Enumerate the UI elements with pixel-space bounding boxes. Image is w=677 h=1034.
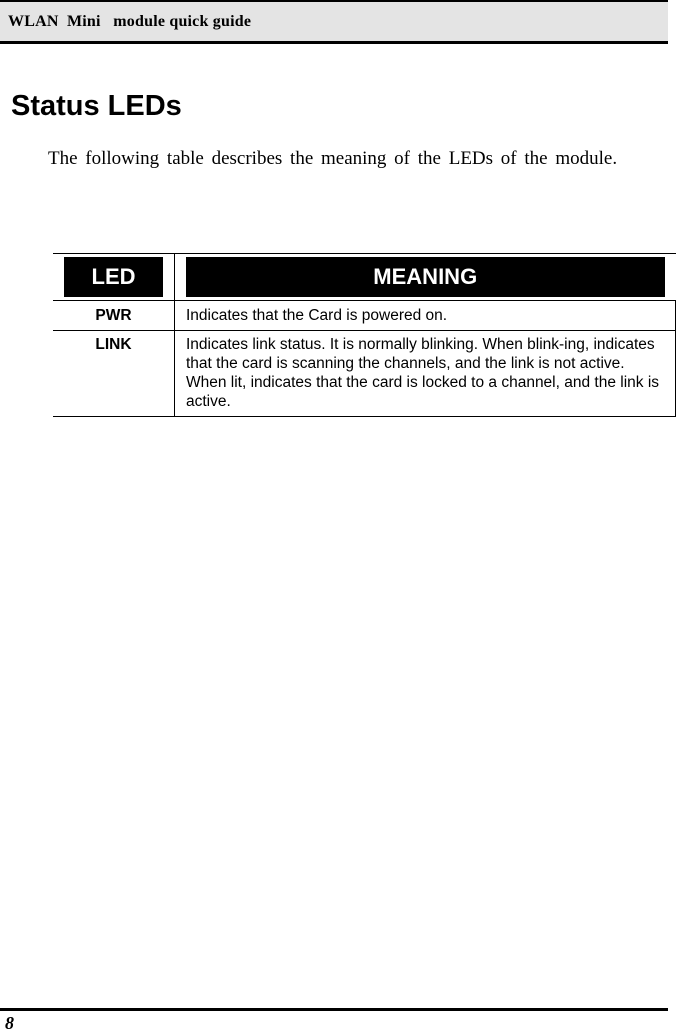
running-header-title: WLAN Mini module quick guide xyxy=(8,13,252,30)
meaning-header-label: MEANING xyxy=(186,257,665,297)
meaning-column-header xyxy=(175,254,676,301)
running-header xyxy=(0,0,668,44)
led-name-cell: LINK xyxy=(53,331,175,417)
led-column-header xyxy=(53,254,175,301)
intro-paragraph: The following table describes the meaning of the LEDs of the module. xyxy=(48,148,618,169)
led-meaning-cell: Indicates that the Card is powered on. xyxy=(175,301,676,331)
table-row xyxy=(53,301,676,331)
led-meaning-cell: Indicates link status. It is normally blinking. When blink-ing, indicates that the card is scanning the channels, and the link is not active. When lit, indicates that the card is locked to a channel, and the link is active. xyxy=(175,331,676,417)
led-name-cell: PWR xyxy=(53,301,175,331)
table-row xyxy=(53,331,676,417)
led-header-label: LED xyxy=(64,257,163,297)
table-header-row xyxy=(53,254,676,301)
section-heading: Status LEDs xyxy=(11,90,182,122)
page-number: 8 xyxy=(5,1013,14,1033)
status-led-table xyxy=(53,253,676,417)
footer-rule xyxy=(0,1008,668,1011)
